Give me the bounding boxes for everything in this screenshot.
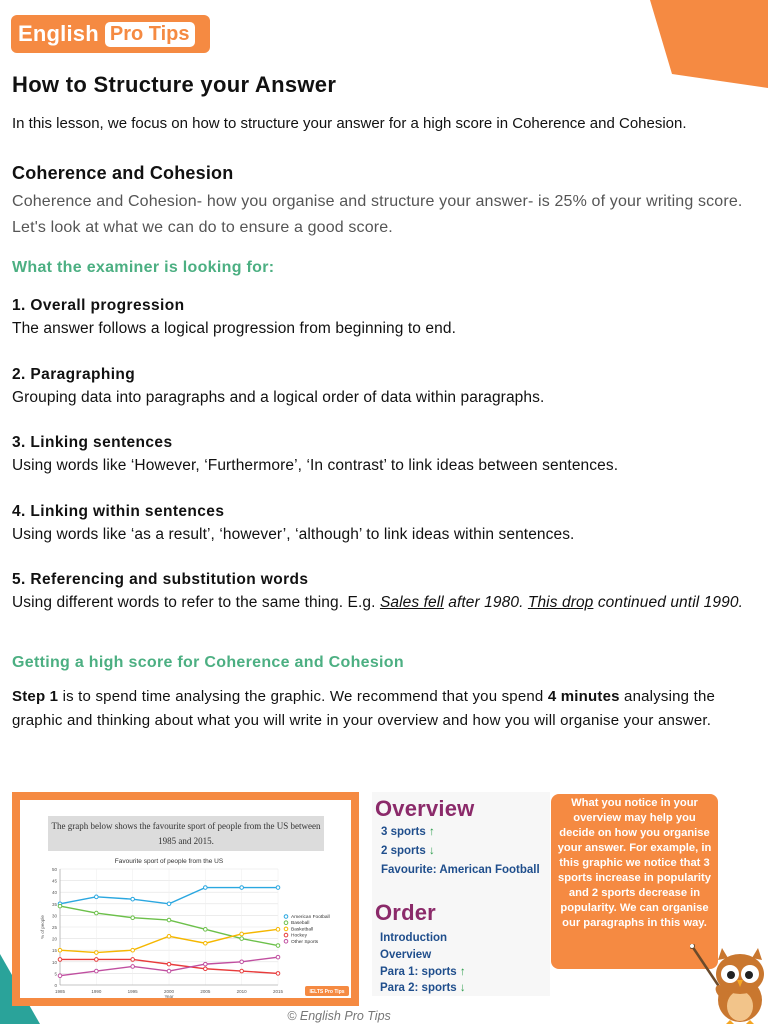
data-point <box>276 955 280 959</box>
data-point <box>204 886 208 890</box>
data-point <box>167 969 171 973</box>
y-tick-label: 5 <box>54 971 57 977</box>
data-point <box>276 944 280 948</box>
step-1-paragraph <box>12 685 752 733</box>
chart-caption: The graph below shows the favourite sport of people from the US between 1985 and 2015. <box>48 816 324 851</box>
data-point <box>204 941 208 945</box>
order-item <box>380 966 466 978</box>
example-phrase-2: This drop <box>527 594 594 611</box>
step-text-a: is to spend time analysing the graphic. We recommend that you spend <box>58 688 548 705</box>
data-point <box>276 972 280 976</box>
section-title: Coherence and Cohesion <box>12 163 234 183</box>
brand-logo <box>11 15 210 53</box>
examiner-heading: What the examiner is looking for: <box>12 259 275 276</box>
data-point <box>167 934 171 938</box>
y-tick-label: 45 <box>51 878 57 884</box>
example-phrase-1: Sales fell <box>379 594 444 611</box>
criterion-desc: Using words like ‘However, ‘Furthermore’, ‘In contrast’ to link ideas between sentences. <box>12 457 619 474</box>
overview-order-panel <box>372 792 550 996</box>
order-item <box>380 949 431 961</box>
data-point <box>204 967 208 971</box>
example-text-2: continued until 1990. <box>593 594 743 611</box>
footer-copyright: © English Pro Tips <box>287 1009 391 1023</box>
overview-item <box>381 864 540 876</box>
legend-label: Other Sports <box>291 939 319 945</box>
y-tick-label: 20 <box>51 936 57 942</box>
criterion-3 <box>12 431 752 477</box>
arrow-down-icon: ↓ <box>428 845 435 857</box>
data-point <box>167 918 171 922</box>
criterion-title: 5. Referencing and substitution words <box>12 571 309 588</box>
overview-item <box>381 826 435 838</box>
x-tick-label: 1985 <box>54 989 66 994</box>
data-point <box>95 895 99 899</box>
chart-card <box>12 792 359 1006</box>
order-item-text: Para 2: sports <box>380 982 457 994</box>
order-item <box>380 932 447 944</box>
y-tick-label: 50 <box>51 867 57 872</box>
y-tick-label: 25 <box>51 925 57 930</box>
data-point <box>240 960 244 964</box>
criterion-4 <box>12 500 752 546</box>
legend-label: Baseball <box>291 921 310 927</box>
criterion-desc: Using words like ‘as a result’, ‘however’, ‘although’ to link ideas within sentences. <box>12 526 575 543</box>
data-point <box>167 962 171 966</box>
chart-title: Favourite sport of people from the US <box>114 858 224 865</box>
legend-label: Hockey <box>291 933 307 939</box>
legend-marker <box>284 933 288 937</box>
chart-inner <box>20 800 351 998</box>
criterion-title: 4. Linking within sentences <box>12 503 225 520</box>
y-tick-label: 0 <box>54 983 57 988</box>
data-point <box>95 969 99 973</box>
legend-marker <box>284 927 288 931</box>
overview-item-text: 3 sports <box>381 826 426 838</box>
data-point <box>204 962 208 966</box>
owl-mascot-icon <box>690 944 768 1024</box>
data-point <box>95 958 99 962</box>
criterion-desc <box>12 591 752 614</box>
legend-label: American Football <box>291 915 330 920</box>
example-text-1: after 1980. <box>443 594 528 611</box>
y-tick-label: 10 <box>51 959 57 965</box>
criterion-desc: Grouping data into paragraphs and a logical order of data within paragraphs. <box>12 389 545 406</box>
data-point <box>167 902 171 906</box>
overview-item-text: Favourite: American Football <box>381 864 540 876</box>
x-tick-label: 2005 <box>200 989 211 994</box>
data-point <box>276 886 280 890</box>
criterion-2 <box>12 363 752 409</box>
data-point <box>240 932 244 936</box>
y-tick-label: 15 <box>51 948 57 954</box>
intro-paragraph: In this lesson, we focus on how to structure your answer for a high score in Coherence and Cohesion. <box>12 115 687 132</box>
data-point <box>131 965 135 969</box>
y-axis-label: % of people <box>40 915 45 939</box>
overview-item-text: 2 sports <box>381 845 426 857</box>
data-point <box>240 969 244 973</box>
criterion-title: 2. Paragraphing <box>12 366 136 383</box>
step-label: Step 1 <box>12 688 59 705</box>
data-point <box>58 904 62 908</box>
data-point <box>95 951 99 955</box>
page-title: How to Structure your Answer <box>12 72 337 97</box>
section-body: Coherence and Cohesion- how you organise and structure your answer- is 25% of your writing score. Let's look at what we can do to ensure a good score. <box>12 193 743 236</box>
data-point <box>131 958 135 962</box>
criterion-5 <box>12 568 752 614</box>
overview-title: Overview <box>375 796 475 821</box>
criterion-title: 3. Linking sentences <box>12 434 173 451</box>
x-axis-label: Year <box>164 994 174 998</box>
y-tick-label: 40 <box>51 890 57 896</box>
corner-orange-shape <box>650 0 768 88</box>
step-duration: 4 minutes <box>547 688 620 705</box>
data-point <box>240 886 244 890</box>
step-text-c: analysing the graphic and thinking about what you will write in your overview and how you will organise your answer. <box>12 688 716 729</box>
data-point <box>131 916 135 920</box>
criterion-1 <box>12 294 752 340</box>
data-point <box>131 897 135 901</box>
x-tick-label: 2000 <box>163 989 175 994</box>
high-score-heading: Getting a high score for Coherence and Cohesion <box>12 654 404 671</box>
data-point <box>276 928 280 932</box>
data-point <box>131 948 135 952</box>
order-item <box>380 982 466 994</box>
y-tick-label: 30 <box>51 913 57 919</box>
arrow-down-icon: ↓ <box>459 982 466 994</box>
x-tick-label: 2015 <box>272 989 284 994</box>
x-tick-label: 1995 <box>127 989 138 994</box>
order-item-text: Overview <box>380 949 432 961</box>
criterion-desc-text: Using different words to refer to the same thing. E.g. <box>12 594 376 611</box>
legend-label: Basketball <box>291 927 314 933</box>
legend-marker <box>284 940 288 944</box>
legend-marker <box>284 921 288 925</box>
arrow-up-icon: ↑ <box>428 826 435 838</box>
callout-box: What you notice in your overview may help you decide on how you organise your answer. For example, in this graphic we notice that 3 sports increase in popularity and 2 sports decrease in popularity. We can organise our paragraphs in this way. <box>551 794 718 969</box>
overview-item <box>381 845 435 857</box>
line-chart <box>20 800 351 998</box>
watermark-text: IELTS Pro Tips <box>309 989 345 995</box>
criterion-desc: The answer follows a logical progression from beginning to end. <box>12 320 456 337</box>
data-point <box>204 928 208 932</box>
criterion-title: 1. Overall progression <box>12 297 185 314</box>
legend-marker <box>284 915 288 919</box>
arrow-up-icon: ↑ <box>459 966 466 978</box>
data-point <box>58 974 62 978</box>
brand-logo-pill: Pro Tips <box>105 22 195 47</box>
data-point <box>95 911 99 915</box>
x-tick-label: 2010 <box>236 989 247 994</box>
x-tick-label: 1990 <box>91 989 102 994</box>
order-title: Order <box>375 900 436 925</box>
y-tick-label: 35 <box>51 901 57 907</box>
data-point <box>240 937 244 941</box>
order-item-text: Para 1: sports <box>380 966 457 978</box>
order-item-text: Introduction <box>380 932 448 944</box>
data-point <box>58 958 62 962</box>
brand-logo-word: English <box>18 21 99 46</box>
data-point <box>58 948 62 952</box>
